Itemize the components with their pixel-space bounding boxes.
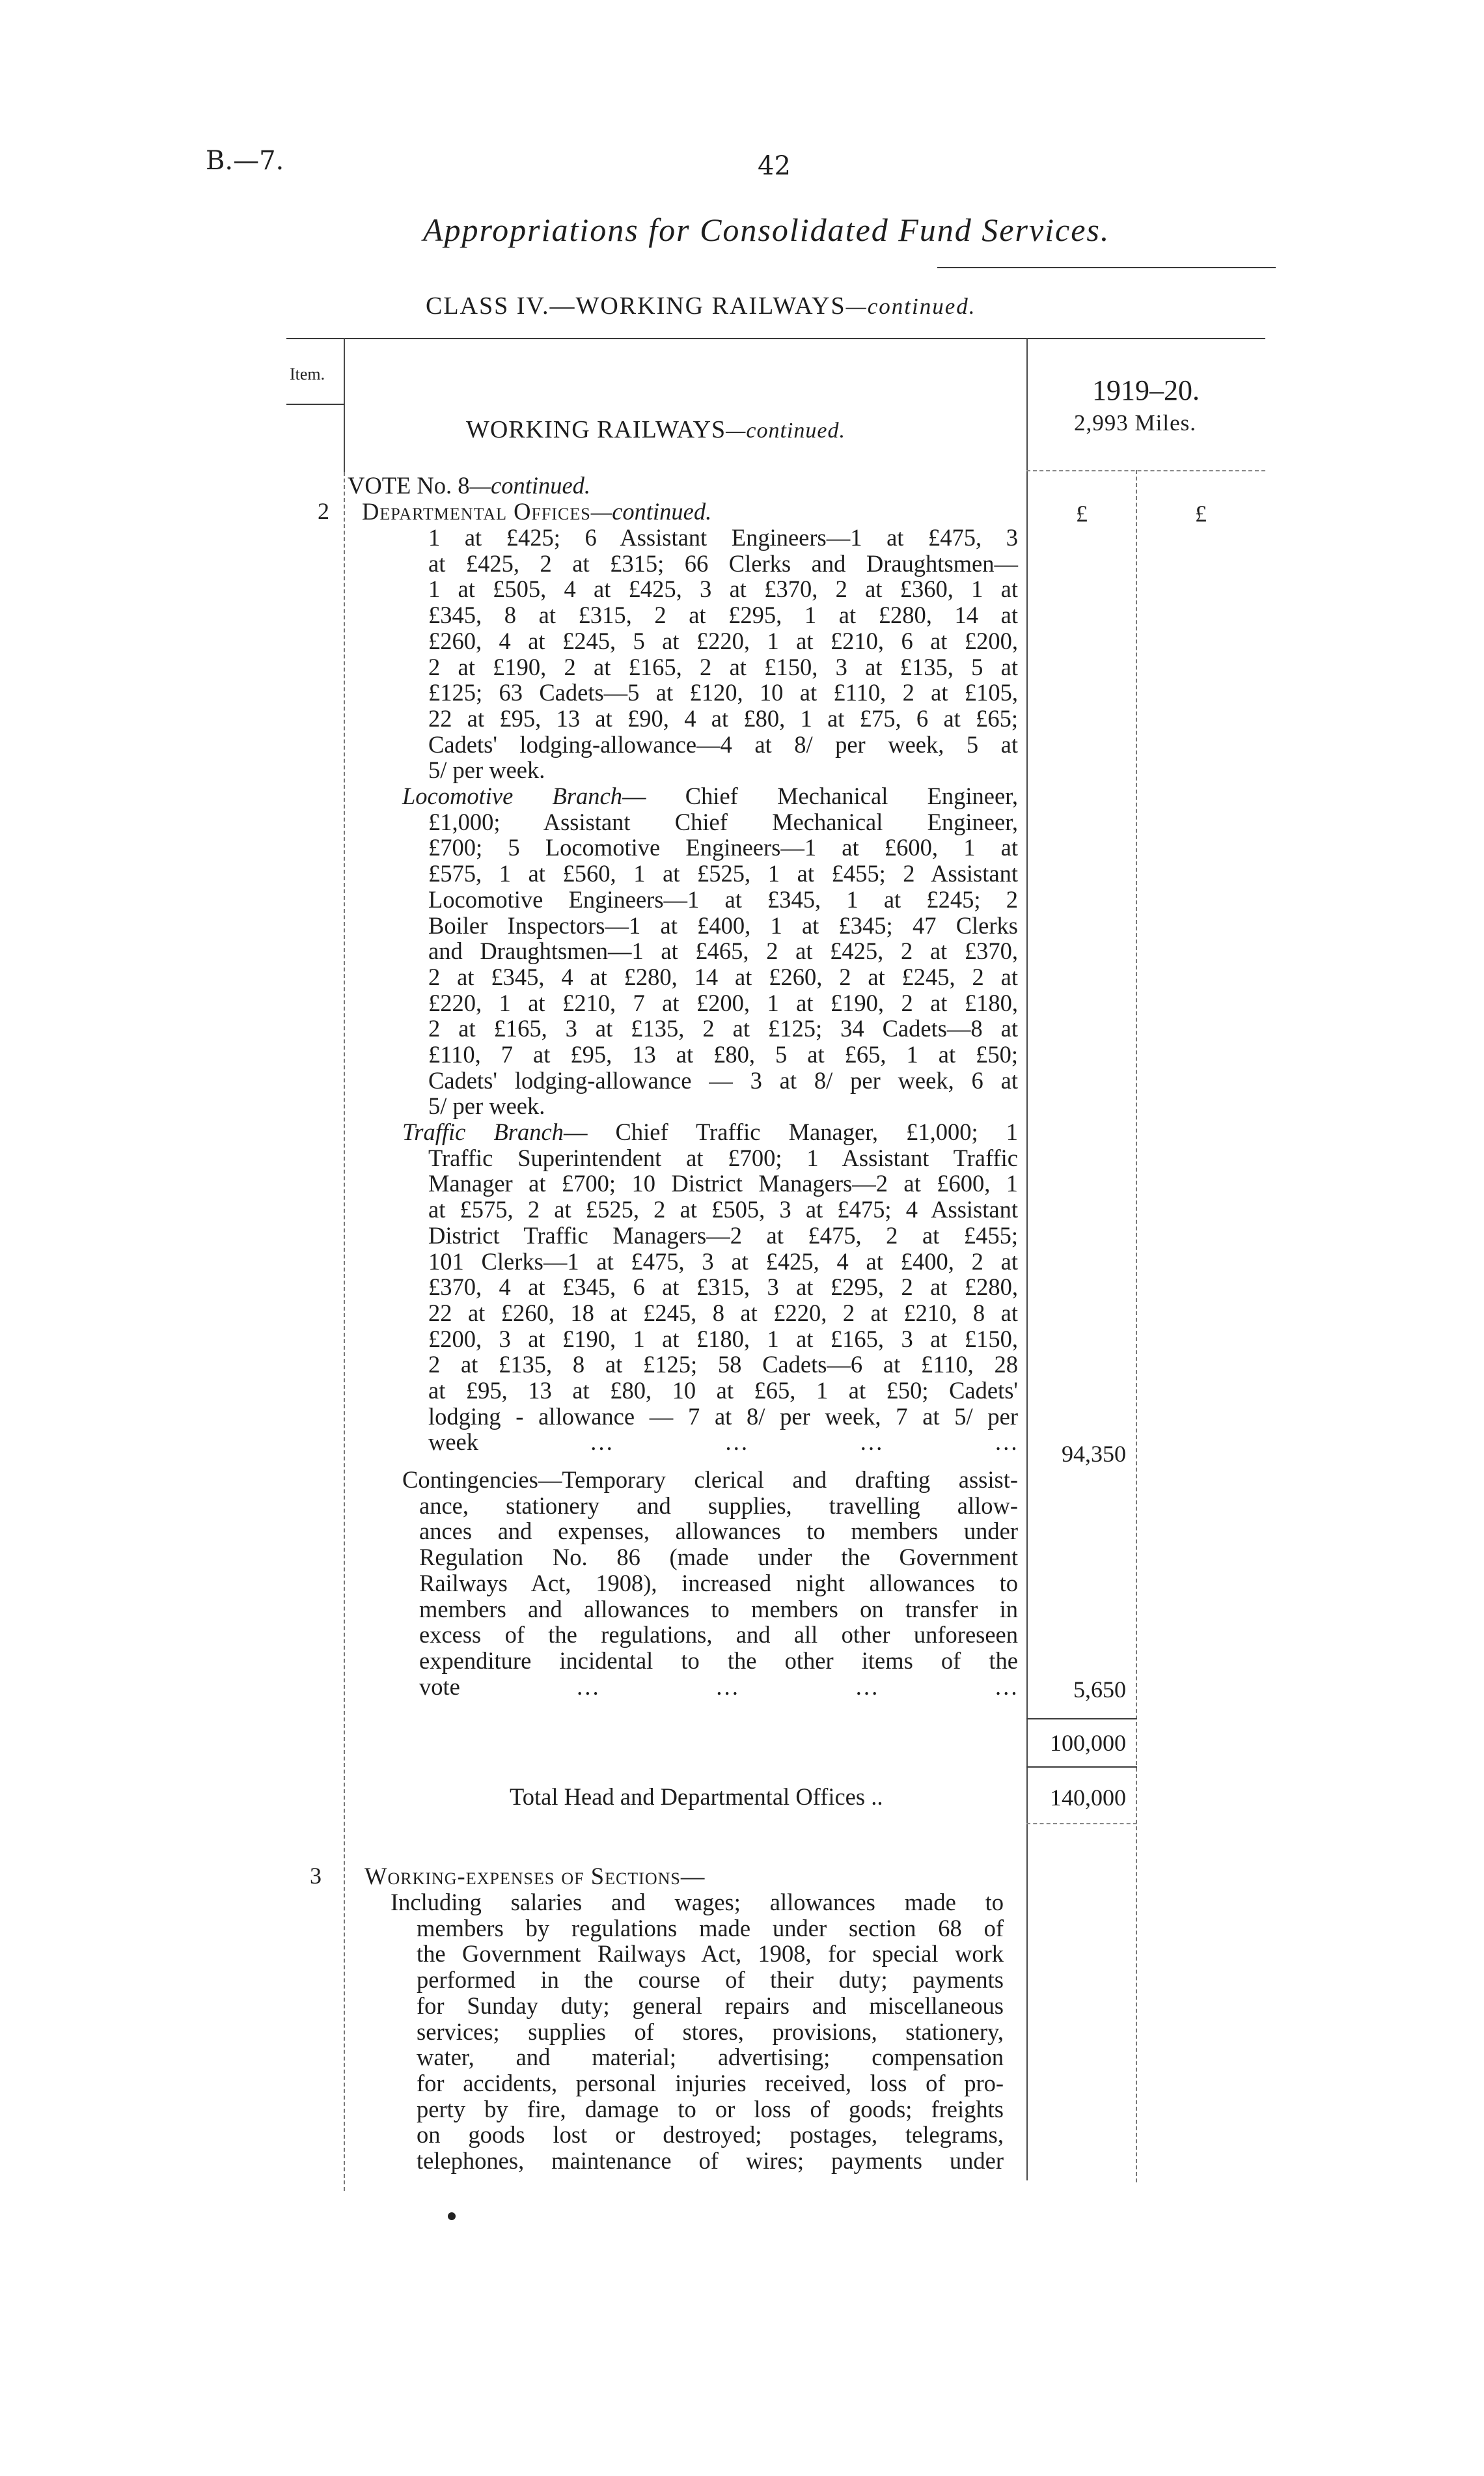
item-col-divider [344, 338, 345, 472]
departmental-staff-text [428, 525, 1018, 783]
text-line: Cadets' lodging-allowance — 3 at 8/ per week, 6 at [428, 1066, 1018, 1094]
text-line: Locomotive Engineers—1 at £345, 1 at £245; 2 [428, 885, 1018, 913]
text-line: services; supplies of stores, provisions, stationery, [417, 2018, 1004, 2045]
item-column-header: Item. [290, 365, 325, 383]
text-line: £575, 1 at £560, 1 at £525, 1 at £455; 2 Assistant [428, 860, 1018, 887]
text-line: £200, 3 at £190, 1 at £180, 1 at £165, 3 at £150, [428, 1325, 1018, 1352]
route-miles: 2,993 Miles. [1074, 410, 1196, 436]
text-line: Railways Act, 1908), increased night allowances to [419, 1569, 1018, 1596]
text-line: perty by fire, damage to or loss of goods; freights [417, 2095, 1004, 2122]
text-line: Boiler Inspectors—1 at £400, 1 at £345; 47 Clerks [428, 911, 1018, 939]
item-3-heading [364, 1863, 705, 1889]
text-line: at £95, 13 at £80, 10 at £65, 1 at £50; Cadets' [428, 1377, 1018, 1404]
text-line: — Chief Mechanical Engineer, [622, 783, 1018, 809]
page-number: 42 [758, 151, 791, 181]
total-amount: 140,000 [1050, 1785, 1126, 1811]
fiscal-year: 1919–20. [1092, 374, 1200, 406]
text-line: ance, stationery and supplies, travelling allow- [419, 1492, 1018, 1519]
text-line: water, and material; advertising; compensation [417, 2044, 1004, 2071]
departmental-offices-suffix: —continued. [590, 498, 712, 525]
item-col-divider-dotted [344, 472, 345, 2191]
total-rule [1026, 1823, 1137, 1824]
traffic-branch-first-line [402, 1119, 1018, 1145]
class-heading [426, 292, 976, 320]
locomotive-branch-title: Locomotive Branch [402, 783, 622, 809]
text-line: 22 at £95, 13 at £90, 4 at £80, 1 at £75, 6 at £65; [428, 704, 1018, 732]
text-line: vote … … … … [419, 1673, 1018, 1700]
text-line: District Traffic Managers—2 at £475, 2 at £455; [428, 1221, 1018, 1249]
report-reference: B.—7. [206, 146, 284, 176]
departmental-offices-heading: Departmental Offices [362, 498, 591, 525]
text-line: for Sunday duty; general repairs and miscellaneous [417, 1992, 1004, 2019]
currency-symbol-right: £ [1195, 501, 1207, 527]
text-line: Including salaries and wages; allowances made to [391, 1889, 1004, 1915]
contingencies-amount: 5,650 [1073, 1676, 1126, 1703]
working-expenses-text [391, 1889, 1004, 2174]
currency-symbol-left: £ [1076, 501, 1088, 527]
amount-inner-divider [1136, 470, 1137, 2182]
text-line: 2 at £135, 8 at £125; 58 Cadets—6 at £110, 28 [428, 1351, 1018, 1378]
text-line: £110, 7 at £95, 13 at £80, 5 at £65, 1 at £50; [428, 1041, 1018, 1068]
amount-col-divider [1026, 338, 1028, 2180]
text-line: 1 at £505, 4 at £425, 3 at £370, 2 at £360, 1 at [428, 576, 1018, 603]
text-line: and Draughtsmen—1 at £465, 2 at £425, 2 at £370, [428, 938, 1018, 965]
contingencies [402, 1467, 1018, 1699]
item-2-heading [362, 499, 711, 525]
text-line: Manager at £700; 10 District Managers—2 at £600, 1 [428, 1170, 1018, 1197]
vote-label: VOTE No. 8 [348, 472, 470, 499]
text-line: Contingencies—Temporary clerical and drafting assist- [402, 1466, 1018, 1493]
locomotive-branch [402, 783, 1018, 1119]
text-line: 5/ per week. [428, 1092, 545, 1120]
page-title: Appropriations for Consolidated Fund Services. [423, 212, 1110, 248]
text-line: Regulation No. 86 (made under the Government [419, 1544, 1018, 1571]
text-line: £260, 4 at £245, 5 at £220, 1 at £210, 6 at £200, [428, 627, 1018, 654]
subtotal-rule [1026, 1718, 1137, 1719]
text-line: week … … … … [428, 1428, 1018, 1456]
table-top-rule [286, 338, 1265, 339]
text-line: 101 Clerks—1 at £475, 3 at £425, 4 at £400, 2 at [428, 1247, 1018, 1275]
section-title-main: WORKING RAILWAYS [466, 416, 726, 443]
vote-heading [348, 473, 590, 499]
item-col-rule [286, 404, 345, 405]
ink-dot [448, 2212, 456, 2220]
text-line: the Government Railways Act, 1908, for special work [417, 1940, 1004, 1968]
item-3-number: 3 [310, 1863, 322, 1889]
text-line: for accidents, personal injuries received, loss of pro- [417, 2069, 1004, 2096]
text-line: Traffic Superintendent at £700; 1 Assistant Traffic [428, 1144, 1018, 1171]
text-line: 5/ per week. [428, 757, 545, 784]
text-line: lodging - allowance — 7 at 8/ per week, 7 at 5/ per [428, 1402, 1018, 1430]
text-line: excess of the regulations, and all other unforeseen [419, 1621, 1018, 1648]
working-expenses-heading: Working-expenses of Sections— [364, 1863, 706, 1889]
vote-suffix: —continued. [469, 472, 591, 499]
class-heading-main: CLASS IV.—WORKING RAILWAYS [426, 292, 846, 320]
text-line: £370, 4 at £345, 6 at £315, 3 at £295, 2 at £280, [428, 1273, 1018, 1301]
text-line: expenditure incidental to the other items of the [419, 1647, 1018, 1674]
item-2-number: 2 [318, 498, 329, 524]
class-heading-suffix: —continued. [845, 294, 976, 319]
text-line: £700; 5 Locomotive Engineers—1 at £600, 1 at [428, 834, 1018, 861]
text-line: telephones, maintenance of wires; payments under [417, 2147, 1004, 2175]
text-line: at £575, 2 at £525, 2 at £505, 3 at £475; 4 Assistant [428, 1196, 1018, 1223]
text-line: — Chief Traffic Manager, £1,000; 1 [563, 1119, 1018, 1145]
text-line: on goods lost or destroyed; postages, telegrams, [417, 2121, 1004, 2149]
subtotal-amount: 100,000 [1050, 1730, 1126, 1756]
text-line: £1,000; Assistant Chief Mechanical Engineer, [428, 808, 1018, 835]
text-line: 2 at £345, 4 at £280, 14 at £260, 2 at £245, 2 at [428, 963, 1018, 990]
text-line: at £425, 2 at £315; 66 Clerks and Draughtsmen— [428, 549, 1018, 577]
subtotal-bottom-rule [1026, 1766, 1137, 1768]
text-line: £345, 8 at £315, 2 at £295, 1 at £280, 14 at [428, 602, 1018, 629]
title-rule [937, 267, 1276, 268]
traffic-amount: 94,350 [1062, 1441, 1126, 1467]
text-line: Cadets' lodging-allowance—4 at 8/ per week, 5 at [428, 730, 1018, 758]
text-line: £220, 1 at £210, 7 at £200, 1 at £190, 2 at £180, [428, 989, 1018, 1016]
header-bottom-rule [1026, 470, 1265, 471]
text-line: members and allowances to members on transfer in [419, 1595, 1018, 1622]
text-line: 22 at £260, 18 at £245, 8 at £220, 2 at £210, 8 at [428, 1299, 1018, 1326]
text-line: 2 at £190, 2 at £165, 2 at £150, 3 at £135, 5 at [428, 653, 1018, 680]
locomotive-branch-first-line [402, 783, 1018, 809]
text-line: £125; 63 Cadets—5 at £120, 10 at £110, 2 at £105, [428, 679, 1018, 706]
text-line: members by regulations made under section 68 of [417, 1914, 1004, 1941]
total-label: Total Head and Departmental Offices .. [510, 1783, 883, 1810]
section-title [466, 415, 845, 444]
text-line: 1 at £425; 6 Assistant Engineers—1 at £475, 3 [428, 524, 1018, 551]
text-line: 2 at £165, 3 at £135, 2 at £125; 34 Cadets—8 at [428, 1015, 1018, 1042]
section-title-suffix: —continued. [726, 419, 845, 443]
text-line: performed in the course of their duty; payments [417, 1966, 1004, 1994]
traffic-branch-title: Traffic Branch [402, 1119, 564, 1145]
text-line: ances and expenses, allowances to members under [419, 1518, 1018, 1545]
traffic-branch [402, 1119, 1018, 1455]
